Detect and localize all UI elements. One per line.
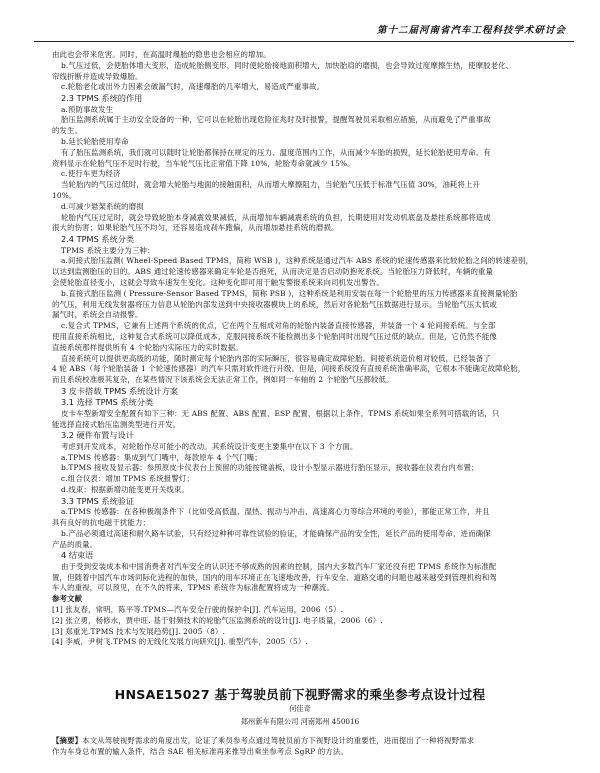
body-text-line: 4 轮 ABS（每个轮胎装备 1 个轮速传感器）的汽车只需对软件进行升级。但是，间接系统没有直接系统准确率高，它根本不能确定故障轮胎， (52, 364, 526, 374)
body-text-line: [3] 郑重光.TPMS 技术与发展趋势[J]. 2005（8）. (52, 626, 225, 636)
body-text-line: 有了胎压监测系统，我们就可以随时让轮胎都保持在规定的压力、温度范围内工作，从而减少车胎的损毁，延长轮胎使用寿命。有 (61, 147, 491, 157)
section-heading: 2.4 TPMS 系统分类 (61, 234, 135, 245)
section-heading: 3 皮卡搭载 TPMS 系统设计方案 (61, 385, 179, 396)
body-text-line: 的发生。 (52, 126, 83, 136)
abstract (52, 736, 568, 758)
body-text-line: a.TPMS 传感器：在各种极端条件下（比如受高低温、湿热、振动与冲击、高速离心力等综合环境的考验），都能正常工作，并且 (61, 507, 490, 517)
body-text-line: 考虑到开发成本，对轮胎作尽可能小的改动。其系统设计变更主要集中在以下 3 个方面。 (61, 441, 358, 451)
body-text-line: 皮卡车型新增安全配置有如下三种：无 ABS 配置、ABS 配置、ESP 配置，根据以上条件，TPMS 系统如果全系列可搭载的话，只 (61, 408, 500, 418)
body-text-line: TPMS 系统主要分为三种： (61, 245, 155, 255)
body-text-line: 10%。 (52, 190, 77, 200)
author-affiliation: 郑州新车有限公司 河南郑州 450016 (240, 717, 360, 726)
body-text-line: a.间接式胎压监测( Wheel-Speed Based TPMS，简称 WSB )，这种系统是通过汽车 ABS 系统的轮速传感器来比较轮胎之间的转速差别， (61, 256, 534, 266)
section-heading: 2.3 TPMS 系统的作用 (61, 93, 143, 104)
article-body (52, 50, 568, 648)
body-text-line: b.延长轮胎使用寿命 (61, 136, 129, 146)
abstract-label: 【摘要】 (52, 736, 83, 745)
body-text-line: b.产品必须通过高速和耐久路车试验，只有经过种种可靠性试验的验证，才能确保产品的安全性，延长产品的使用寿命，进而确保 (61, 528, 491, 538)
body-text-line: 车人的重视，可以预见，在不久的将来，TPMS 系统作为标准配置将成为一种潮流。 (52, 583, 335, 593)
body-text-line: 使用直接系统相比，这种复合式系统可以降低成本，克服间接系统不能检测出多个轮胎同时出现气压过低的缺点。但是，它仍然不能像 (52, 331, 497, 341)
body-text-line: a.预防事故发生 (61, 104, 114, 114)
body-text-line: b.气压过低，会使胎体增大变形，造成轮胎侧变形，同时使轮胎接地面积增大，加快胎肩的磨损，也会导致过度摩擦生热，使摩胶老化、 (61, 60, 514, 70)
body-text-line: 由此也会带来危害。同时，在高温时爆胎的隐患也会相应的增加。 (52, 50, 271, 59)
author-name: 何佳奇 (289, 704, 311, 713)
body-text-line: 能选择直接式胎压监测类型进行开发。 (52, 419, 181, 429)
body-text-line: 轮胎内气压过足时，就会导致轮胎本身减震效果减低，从而增加车辆减震系统的负担，长期使用对发动机底盘及悬挂系统都将造成 (61, 212, 491, 222)
body-text-line: 产品的质量。 (52, 539, 98, 549)
section-heading: 3.2 硬件布置与设计 (61, 430, 134, 441)
body-text-line: 很大的伤害；如果轮胎气压不均匀，还容易造成刹车跑偏，从而增加悬挂系统的磨损。 (52, 223, 339, 233)
body-text-line: 具有良好的抗电磁干扰能力； (52, 517, 151, 527)
abstract-text: 本文从驾驶视野需求的角度出发，论证了乘员参考点通过驾驶员前方下视野设计的重要性，进而提出了一种将视野需求 (82, 736, 475, 745)
body-text-line: 置，但随着中国汽车市场同际化进程的加快，国内的用车环境正在飞速地改善，行车安全、道路交通的问题也越来越受到管理机构和驾 (52, 572, 497, 582)
body-text-line: [4] 李威，尹树飞.TPMS 的无线化发展方向研究[J]. 重型汽车，2005（5）. (52, 637, 308, 647)
body-text-line: b.直接式胎压监测 ( Pressure-Sensor Based TPMS，简称 PSB )，这种系统是利用安装在每一个轮胎里的压力传感器来直接测量轮胎 (61, 288, 518, 298)
body-text-line: c.复合式 TPMS，它兼有上述两个系统的优点，它在两个互相成对角的轮胎内装备直接传感器，并装备一个 4 轮间接系统。与全部 (61, 321, 496, 331)
body-text-line: 漏气时，系统会自动报警。 (52, 310, 143, 320)
body-text-line: c.使行车更为经济 (61, 169, 121, 179)
body-text-line: 由于受到安装成本和中国消费者对汽车安全的认识还不够成熟的因素的控制，国内大多数汽车厂家还没有把 TPMS 系统作为标准配 (61, 561, 497, 571)
body-text-line: 当轮胎内的气压过低时，就会增大轮胎与地面的接触面积，从而增大摩擦阻力，当轮胎气压低于标准气压值 30%，油耗将上升 (61, 180, 481, 190)
body-text-line: c.组合仪表：增加 TPMS 系统报警灯； (61, 474, 194, 484)
body-text-line: d.可减少悬架系统的磨损 (61, 201, 144, 211)
body-text-line: 直接系统可以提供更高级的功能，随时测定每个轮胎内部的实际瞬压，很容易确定故障轮胎。间接系统造价相对较低，已经装备了 (61, 353, 491, 363)
next-paper-title: HNSAE15027 基于驾驶员前下视野需求的乘坐参考点设计过程 (114, 687, 486, 702)
body-text-line: c.轮胎老化或出外力因素会破漏气时，高速爆胎的几率增大，易造成严重事故。 (61, 82, 325, 92)
section-heading: 3.3 TPMS 系统验证 (61, 495, 135, 506)
body-text-line: [2] 张立勇，杨修水，贾中旺. 基于射频技术的轮胎气压监测系统的设计[J]. 电子质量，2006（6）. (52, 615, 383, 625)
body-text-line: 而且系统校准极其复杂，在某些情况下该系统会无法正常工作，例如同一车轴的 2 个轮胎气压都较低。 (52, 375, 394, 385)
body-text-line: 资料显示在轮胎气压不足时行驶，当车轮气压比正常值下降 10%，轮胎寿命就减少 15%。 (52, 158, 355, 168)
references-heading: 参考文献 (52, 594, 83, 604)
body-text-line: [1] 张友春，常明，陈平等.TPMS—汽车安全行驶的保护伞[J]. 汽车运用，2006（5）. (52, 604, 344, 614)
body-text-line: 胎压监测系统属于主动安全设备的一种，它可以在轮胎出现危险征兆时及时报警，提醒驾驶员采取相应措施，从而避免了严重事故 (61, 115, 491, 125)
body-text-line: d.线束：根据新增功能变更开关线束。 (61, 484, 190, 494)
body-text-line: 会使轮胎直径变小，这就会导致车速发生变化。这种变化即可用于触发警报系统来向司机发出警告。 (52, 277, 384, 287)
body-text-line: 直接系统那样提供所有 4 个轮胎内实际压力的实时数据。 (52, 342, 243, 352)
body-text-line: 帘线折断并造成导致爆胎。 (52, 71, 143, 81)
section-heading: 4 结束语 (61, 550, 94, 561)
body-text-line: 以达到监测胎压的目的。ABS 通过轮速传感器来确定车轮是否抱死，从而决定是否启动防抱死系统。当轮胎压力降低时，车辆的重量 (52, 267, 494, 277)
section-heading: 3.1 选择 TPMS 系统分类 (61, 397, 154, 408)
abstract-line (52, 736, 568, 747)
header-divider (34, 41, 574, 42)
body-text-line: b.TPMS 接收及显示器：参照原皮卡仪表台上预留的功能按键盖板，设计小型显示器进行胎压显示，接收器在仪表台内布置； (61, 463, 479, 473)
body-text-line: 的气压，利用无线发射器将压力信息从轮胎内部发送到中央接收器模块上的系统，然后对各轮胎气压数据进行显示。当轮胎气压太低或 (52, 299, 497, 309)
running-header: 第十二届河南省汽车工程科技学术研讨会 (376, 25, 566, 36)
body-text-line: a.TPMS 传感器：集成到气门嘴中，每款原车 4 个气门嘴； (61, 452, 262, 462)
abstract-line: 作为车身总布置的输入条件，结合 SAE 相关标准再来推导出乘坐参考点 SgRP 的方法。 (52, 746, 349, 756)
